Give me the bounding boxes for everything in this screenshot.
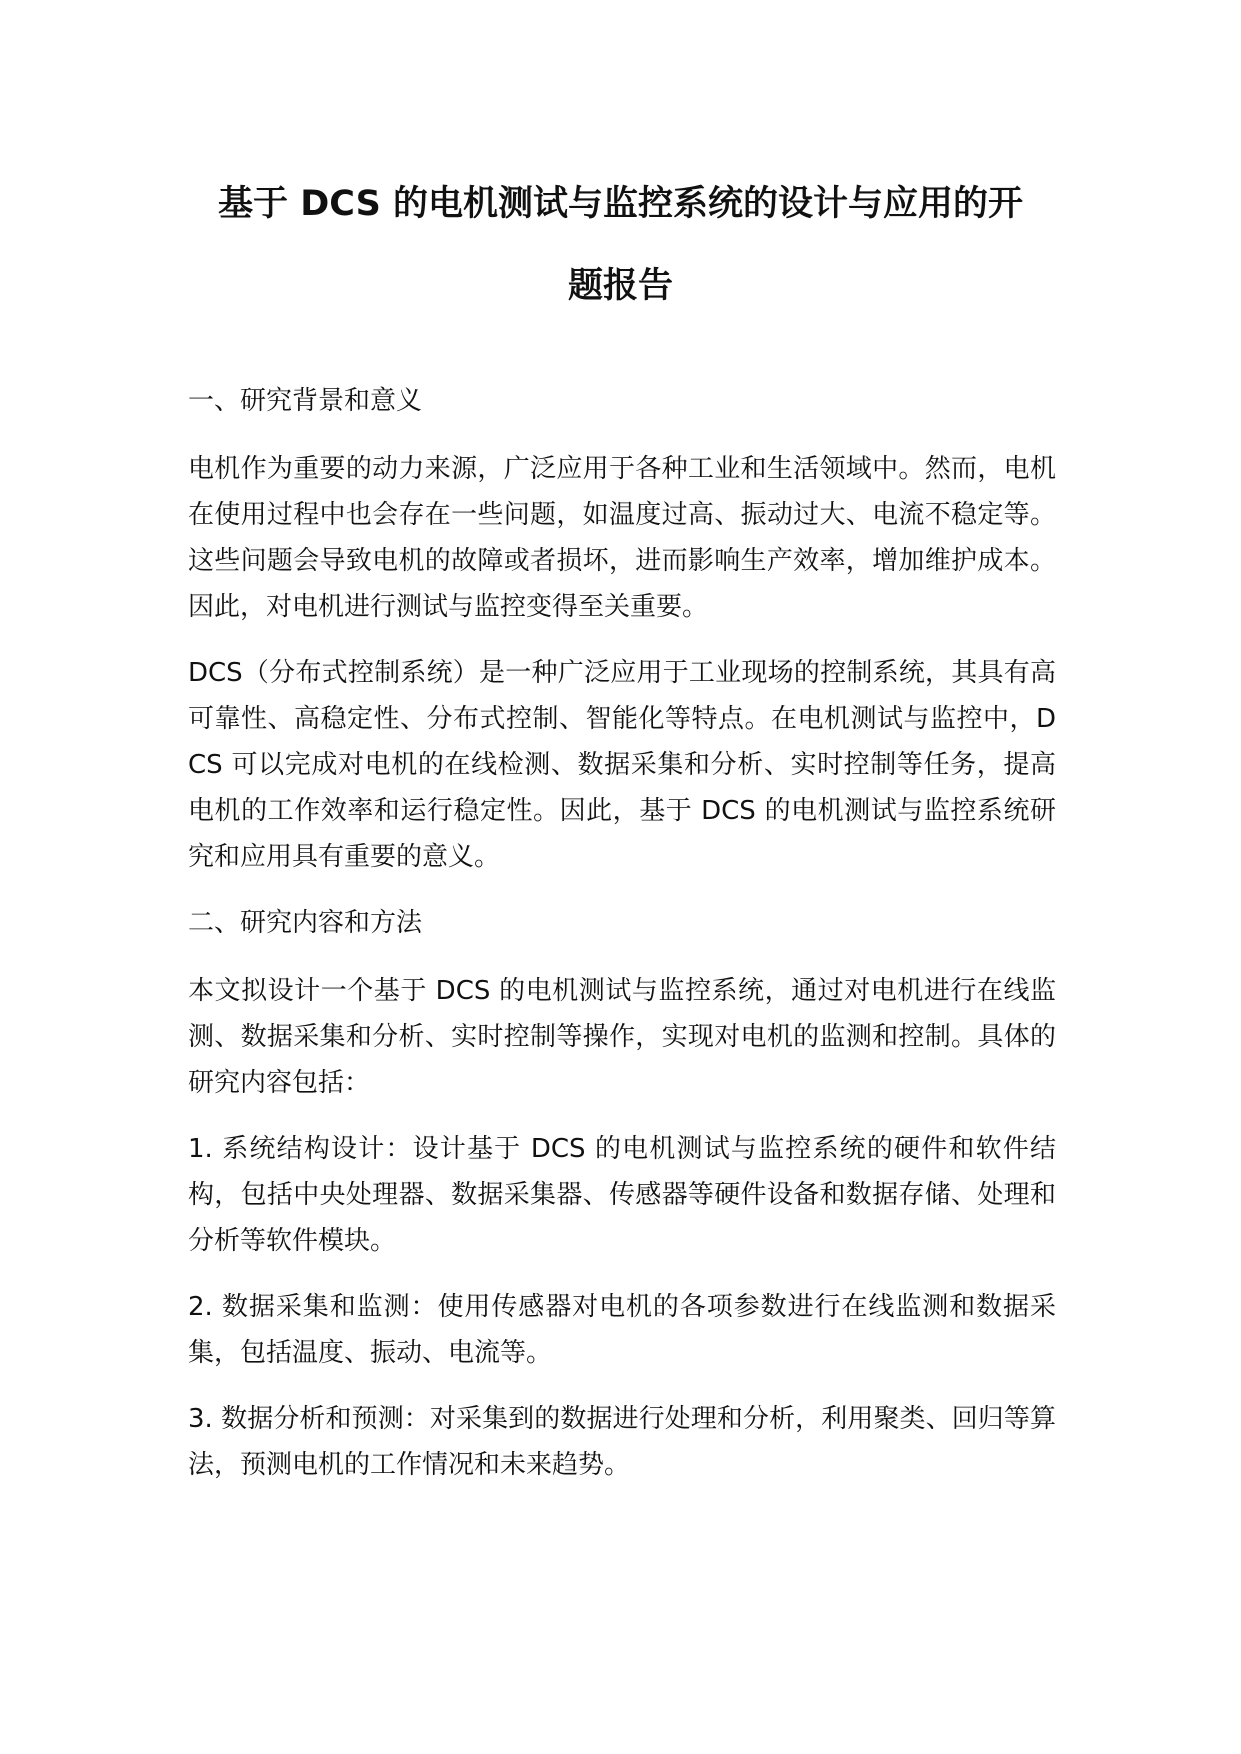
document-title-line2: 题报告: [567, 266, 673, 306]
paragraph: 电机作为重要的动力来源，广泛应用于各种工业和生活领域中。然而，电机在使用过程中也会存在一些问题，如温度过高、振动过大、电流不稳定等。这些问题会导致电机的故障或者损坏，进而影响生产效率，增加维护成本。因此，对电机进行测试与监控变得至关重要。: [188, 454, 1056, 622]
list-item: 1. 系统结构设计：设计基于 DCS 的电机测试与监控系统的硬件和软件结构，包括中央处理器、数据采集器、传感器等硬件设备和数据存储、处理和分析等软件模块。: [188, 1134, 1056, 1256]
section-heading: 二、研究内容和方法: [188, 908, 423, 938]
section-heading: 一、研究背景和意义: [188, 386, 423, 416]
list-item: 2. 数据采集和监测：使用传感器对电机的各项参数进行在线监测和数据采集，包括温度、振动、电流等。: [188, 1292, 1056, 1368]
paragraph: 本文拟设计一个基于 DCS 的电机测试与监控系统，通过对电机进行在线监测、数据采集和分析、实时控制等操作，实现对电机的监测和控制。具体的研究内容包括：: [188, 976, 1056, 1098]
document-body: [188, 378, 1056, 1508]
paragraph: DCS（分布式控制系统）是一种广泛应用于工业现场的控制系统，其具有高可靠性、高稳定性、分布式控制、智能化等特点。在电机测试与监控中，DCS 可以完成对电机的在线检测、数据采集和分析、实时控制等任务，提高电机的工作效率和运行稳定性。因此，基于 DCS 的电机测试与监控系统研究和应用具有重要的意义。: [188, 658, 1056, 872]
document-title-line1: 基于 DCS 的电机测试与监控系统的设计与应用的开: [218, 184, 1023, 224]
list-item: 3. 数据分析和预测：对采集到的数据进行处理和分析，利用聚类、回归等算法，预测电机的工作情况和未来趋势。: [188, 1404, 1056, 1480]
